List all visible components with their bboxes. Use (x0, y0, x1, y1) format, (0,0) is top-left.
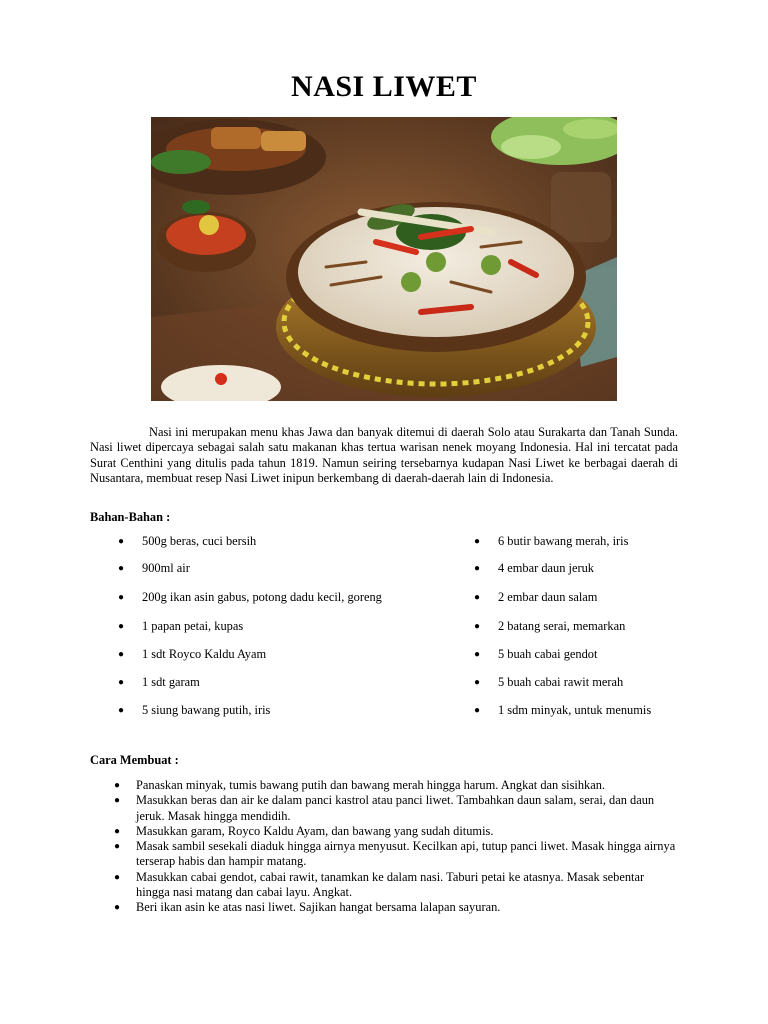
ingredient-text: 2 batang serai, memarkan (498, 619, 626, 633)
step-item (90, 778, 676, 793)
step-text: Panaskan minyak, tumis bawang putih dan bawang merah hingga harum. Angkat dan sisihkan. (136, 778, 606, 792)
bullet-icon: ● (114, 780, 121, 791)
step-text: Masukkan cabai gendot, cabai rawit, tanamkan ke dalam nasi. Taburi petai ke atasnya. Masak sebentar hingga nasi matang dan cabai layu. Angkat. (136, 869, 645, 900)
ingredient-text: 200g ikan asin gabus, potong dadu kecil, goreng (142, 590, 382, 604)
ingredient-text: 1 papan petai, kupas (142, 619, 244, 633)
bullet-icon: ● (114, 902, 121, 914)
bullet-icon: ● (474, 592, 481, 603)
bullet-icon: ● (118, 649, 125, 660)
ingredient-text: 900ml air (142, 561, 190, 575)
step-text: Masukkan garam, Royco Kaldu Ayam, dan bawang yang sudah ditumis. (136, 823, 494, 838)
steps-heading: Cara Membuat : (90, 753, 179, 767)
ingredients-heading: Bahan-Bahan : (90, 510, 171, 524)
intro-paragraph: Nasi ini merupakan menu khas Jawa dan banyak ditemui di daerah Solo atau Surakarta dan Tanah Sunda. Nasi liwet dipercaya sebagai salah satu makanan khas tertua warisan nenek moyang Indonesia. Hal ini tercatat pada Surat Centhini yang ditulis pada tahun 1819. Namun seiring tersebarnya kudapan Nasi Liwet ke berbagai daerah di Nusantara, membuat resep Nasi Liwet inipun berkembang di daerah-daerah lain di Indonesia. (90, 425, 678, 486)
bullet-icon: ● (114, 841, 121, 853)
bullet-icon: ● (118, 677, 125, 688)
ingredient-text: 500g beras, cuci bersih (142, 534, 257, 548)
ingredient-text: 2 embar daun salam (498, 590, 598, 604)
bullet-icon: ● (118, 563, 125, 574)
bullet-icon: ● (118, 705, 125, 716)
ingredient-text: 4 embar daun jeruk (498, 561, 594, 575)
bullet-icon: ● (118, 621, 125, 632)
step-item (90, 870, 676, 901)
ingredient-text: 5 buah cabai gendot (498, 647, 598, 661)
step-text: Masak sambil sesekali diaduk hingga airnya menyusut. Kecilkan api, tutup panci liwet. Masak hingga airnya terserap habis dan hampir matang. (136, 839, 676, 869)
step-item (90, 793, 676, 824)
bullet-icon: ● (118, 592, 125, 603)
bullet-icon: ● (114, 795, 121, 807)
dish-photo (151, 117, 617, 401)
bullet-icon: ● (474, 677, 481, 688)
ingredient-text: 6 butir bawang merah, iris (498, 534, 629, 548)
bullet-icon: ● (474, 563, 481, 574)
bullet-icon: ● (474, 621, 481, 632)
ingredient-text: 5 siung bawang putih, iris (142, 703, 271, 717)
step-text: Beri ikan asin ke atas nasi liwet. Sajikan hangat bersama lalapan sayuran. (136, 900, 501, 915)
bullet-icon: ● (114, 871, 121, 883)
bullet-icon: ● (474, 705, 481, 716)
step-item (90, 824, 676, 839)
ingredient-text: 5 buah cabai rawit merah (498, 675, 624, 689)
bullet-icon: ● (114, 825, 121, 837)
ingredient-text: 1 sdt garam (142, 675, 200, 689)
bullet-icon: ● (474, 536, 481, 547)
step-item (90, 839, 676, 870)
bullet-icon: ● (118, 536, 125, 547)
ingredient-text: 1 sdm minyak, untuk menumis (498, 703, 652, 717)
bullet-icon: ● (474, 649, 481, 660)
step-text: Masukkan beras dan air ke dalam panci kastrol atau panci liwet. Tambahkan daun salam, serai, dan daun jeruk. Masak hingga mendidih. (136, 793, 655, 823)
steps-list (90, 778, 690, 916)
ingredient-text: 1 sdt Royco Kaldu Ayam (142, 647, 267, 661)
page-title: NASI LIWET (291, 70, 477, 103)
step-item (90, 900, 676, 915)
